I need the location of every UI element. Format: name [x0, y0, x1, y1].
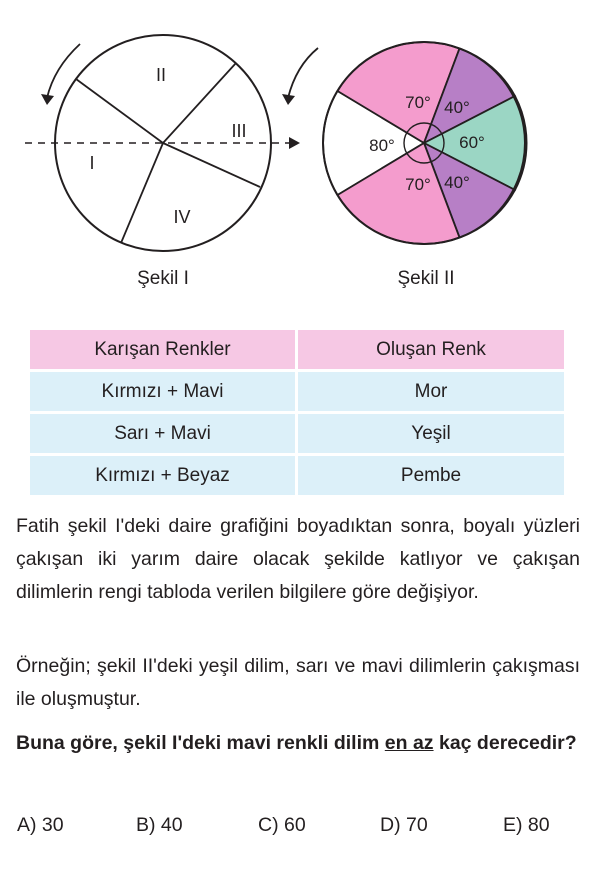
- angle-label-70-top: 70°: [405, 93, 431, 112]
- choice-c[interactable]: C) 60: [258, 814, 306, 836]
- arrow-head-icon: [41, 94, 54, 105]
- label-IV: IV: [173, 207, 191, 227]
- label-III: III: [231, 121, 247, 141]
- question-after: kaç derecedir?: [433, 732, 577, 754]
- color-mixing-table: [27, 327, 567, 498]
- table-cell: Kırmızı + Beyaz: [30, 456, 295, 495]
- angle-label-80: 80°: [369, 136, 395, 155]
- angle-label-60: 60°: [459, 133, 485, 152]
- arrow-head-icon: [282, 94, 295, 105]
- angle-label-40-top: 40°: [444, 98, 470, 117]
- figure-2-caption: Şekil II: [397, 268, 455, 289]
- paragraph-1: Fatih şekil I'deki daire grafiğini boyadıktan sonra, boyalı yüzleri çakışan iki yarım daire olacak şekilde katlıyor ve çakışan dilimlerin rengi tabloda verilen bilgilere göre değişiyor.: [16, 515, 580, 603]
- table-cell: Mor: [298, 372, 564, 411]
- question-underlined: en az: [384, 732, 434, 754]
- choice-b[interactable]: B) 40: [136, 814, 183, 836]
- figure-1-caption: Şekil I: [137, 268, 189, 289]
- table-header: Karışan Renkler: [30, 330, 295, 369]
- table-header: Oluşan Renk: [298, 330, 564, 369]
- figures-area: [0, 0, 600, 320]
- angle-label-40-bottom: 40°: [444, 173, 470, 192]
- table-cell: Yeşil: [298, 414, 564, 453]
- table-row: [30, 414, 564, 453]
- question-text: [16, 727, 580, 760]
- label-I: I: [89, 153, 95, 173]
- table-row: [30, 372, 564, 411]
- fold-arrow-icon: [289, 137, 300, 149]
- choice-d[interactable]: D) 70: [380, 814, 428, 836]
- table-cell: Kırmızı + Mavi: [30, 372, 295, 411]
- figure-1: [41, 35, 271, 289]
- table-row: [30, 456, 564, 495]
- choice-e[interactable]: E) 80: [503, 814, 550, 836]
- choice-a[interactable]: A) 30: [17, 814, 64, 836]
- paragraph-2: Örneğin; şekil II'deki yeşil dilim, sarı ve mavi dilimlerin çakışması ile oluşmuştur.: [16, 655, 580, 710]
- label-II: II: [155, 65, 167, 85]
- rotation-arrow-2: [288, 48, 318, 98]
- table-cell: Sarı + Mavi: [30, 414, 295, 453]
- angle-label-70-bottom: 70°: [405, 175, 431, 194]
- question-before: Buna göre, şekil I'deki mavi renkli dilim: [16, 732, 385, 754]
- figure-2: [282, 42, 527, 289]
- table-header-row: [30, 330, 564, 369]
- table-cell: Pembe: [298, 456, 564, 495]
